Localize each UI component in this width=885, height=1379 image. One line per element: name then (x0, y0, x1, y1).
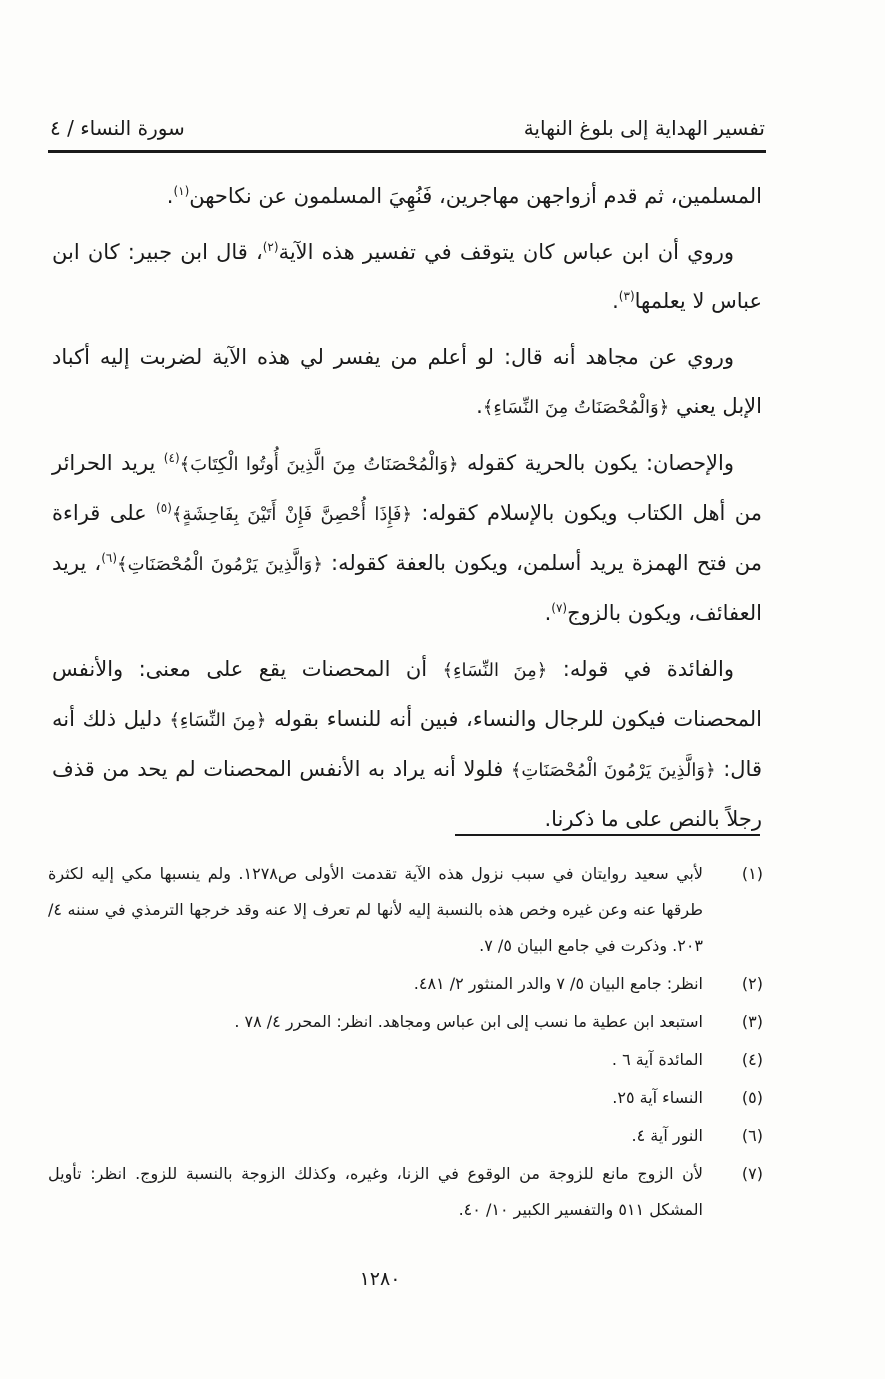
surah-label: سورة النساء / ٤ (50, 116, 185, 140)
footnote-number: (٣) (741, 1012, 763, 1031)
quran-quote: ﴿وَالَّذِينَ يَرْمُونَ الْمُحْصَنَاتِ﴾ (510, 760, 716, 781)
quran-quote: ﴿وَالْمُحْصَنَاتُ مِنَ الَّذِينَ أُوتُوا الْكِتَابَ﴾ (179, 454, 459, 475)
footnote-number: (٢) (741, 974, 763, 993)
footnote-text: النساء آية ٢٥. (612, 1088, 703, 1107)
footnote-number: (٤) (741, 1050, 763, 1069)
footnote-text: استبعد ابن عطية ما نسب إلى ابن عباس ومجاهد. انظر: المحرر ٤/ ٧٨ . (234, 1012, 703, 1031)
p1-text: المسلمين، ثم قدم أزواجهن مهاجرين، فَنُهِيَ المسلمون عن نكاحهن (189, 184, 762, 208)
p1-end: . (166, 184, 174, 208)
footnote-item (48, 1118, 763, 1154)
paragraph-1 (52, 172, 762, 221)
paragraph-3 (52, 333, 762, 432)
p2-end: . (612, 289, 619, 313)
p2-text-a: وروي أن ابن عباس كان يتوقف في تفسير هذه الآية (278, 240, 734, 264)
p2-text-b: ، قال ابن جبير: كان ابن عباس لا يعلمها (52, 240, 762, 313)
footnote-item (48, 1156, 763, 1228)
p5-text-d: فلولا أنه يراد به الأنفس المحصنات لم يحد من قذف رجلاً بالنص على ما ذكرنا. (52, 757, 762, 831)
paragraph-2 (52, 228, 762, 326)
footnote-item (48, 966, 763, 1002)
footnote-ref-1: (١) (173, 184, 190, 198)
footnote-ref-3: (٣) (618, 289, 635, 303)
running-header (50, 112, 765, 152)
header-rule (48, 150, 766, 153)
footnote-text: لأبي سعيد روايتان في سبب نزول هذه الآية تقدمت الأولى ص١٢٧٨. ولم ينسبها مكي إليه لكثرة طرقها عنه وعن غيره وخص هذه بالنسبة إليه لأنها لم تعرف إلا عنه وقد خرجها الترمذي في سننه ٤/ ٢٠٣. وذكرت في جامع البيان ٥/ ٧. (48, 864, 704, 955)
p4-text-a: والإحصان: يكون بالحرية كقوله (458, 451, 735, 475)
footnote-number: (٥) (741, 1088, 763, 1107)
footnote-ref-7: (٧) (551, 601, 568, 615)
footnote-ref-4: (٤) (163, 451, 180, 465)
quran-quote: ﴿وَالَّذِينَ يَرْمُونَ الْمُحْصَنَاتِ﴾ (117, 554, 323, 575)
footnote-ref-6: (٦) (101, 551, 118, 565)
quran-quote: ﴿مِنَ النِّسَاءِ﴾ (442, 660, 548, 681)
footnote-number: (٧) (741, 1164, 763, 1183)
book-title: تفسير الهداية إلى بلوغ النهاية (523, 116, 765, 140)
paragraph-4 (52, 439, 762, 638)
footnote-ref-2: (٢) (262, 240, 279, 254)
paragraph-5 (52, 645, 762, 844)
footnote-item (48, 856, 763, 964)
quran-quote: ﴿وَالْمُحْصَنَاتُ مِنَ النِّسَاءِ﴾ (482, 397, 670, 418)
footnote-ref-5: (٥) (156, 501, 172, 515)
quran-quote: ﴿فَإِذَا أُحْصِنَّ فَإِنْ أَتَيْنَ بِفَاحِشَةٍ﴾ (171, 504, 413, 525)
page-number: ١٢٨٠ (359, 1268, 401, 1290)
p4-text-c: على قراءة من فتح الهمزة يريد أسلمن، ويكون بالعفة كقوله: (52, 501, 762, 575)
p5-text-c: دليل ذلك أنه قال: (52, 707, 762, 781)
main-text (52, 172, 762, 851)
footnote-item (48, 1042, 763, 1078)
footnote-separator (455, 834, 760, 836)
footnote-text: المائدة آية ٦ . (611, 1050, 703, 1069)
footnote-item (48, 1080, 763, 1116)
p4-text-b: يريد الحرائر من أهل الكتاب ويكون بالإسلام كقوله: (52, 451, 762, 525)
footnote-number: (١) (741, 864, 763, 883)
p4-end: . (544, 601, 552, 625)
p4-text-d: ، يريد العفائف، ويكون بالزوج (52, 551, 762, 625)
footnote-text: لأن الزوج مانع للزوجة من الوقوع في الزنا، وغيره، وكذلك الزوجة بالنسبة للزوج. انظر: تأويل المشكل ٥١١ والتفسير الكبير ١٠/ ٤٠. (48, 1164, 703, 1219)
footnote-item (48, 1004, 763, 1040)
footnote-text: النور آية ٤. (631, 1126, 703, 1145)
p5-text-b: أن المحصنات يقع على معنى: والأنفس المحصنات فيكون للرجال والنساء، فبين أنه للنساء بقوله (52, 657, 763, 731)
quran-quote: ﴿مِنَ النِّسَاءِ﴾ (169, 710, 267, 731)
p3-end: . (476, 394, 483, 418)
footnote-number: (٦) (741, 1126, 763, 1145)
footnote-text: انظر: جامع البيان ٥/ ٧ والدر المنثور ٢/ ٤٨١. (413, 974, 703, 993)
p3-text-a: وروي عن مجاهد أنه قال: لو أعلم من يفسر لي هذه الآية لضربت إليه أكباد الإبل يعني (52, 345, 762, 418)
footnotes (48, 856, 763, 1230)
p5-text-a: والفائدة في قوله: (547, 657, 734, 681)
